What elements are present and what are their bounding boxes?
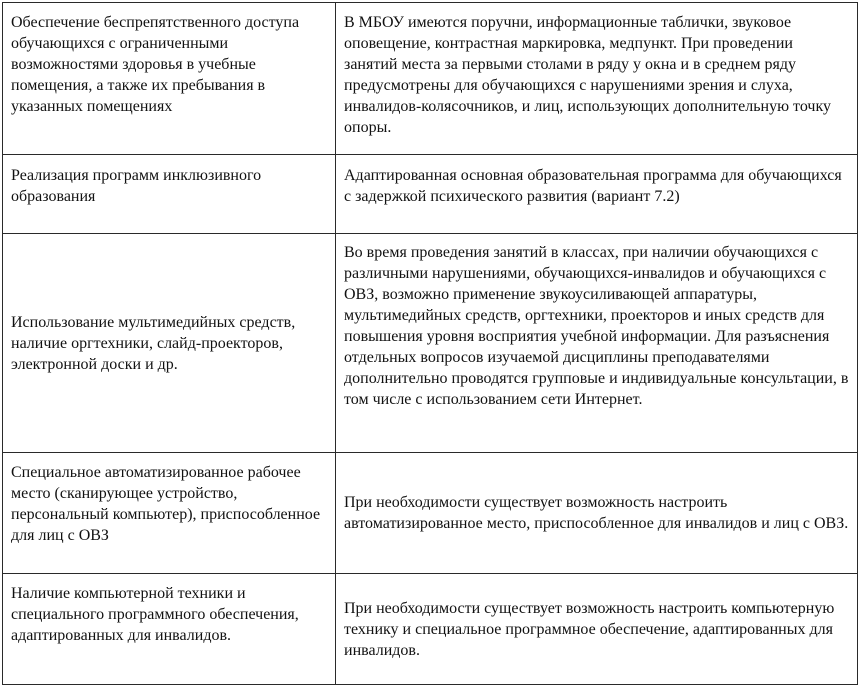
table-cell-description: При необходимости существует возможность настроить автоматизированное место, приспособленное для инвалидов и лиц с ОВЗ. [336, 453, 858, 574]
table-cell-criterion: Использование мультимедийных средств, наличие оргтехники, слайд-проекторов, электронной доски и др. [3, 234, 336, 453]
table-cell-criterion: Специальное автоматизированное рабочее место (сканирующее устройство, персональный компьютер), приспособленное для лиц с ОВЗ [3, 453, 336, 574]
table-cell-description: В МБОУ имеются поручни, информационные таблички, звуковое оповещение, контрастная маркировка, медпункт. При проведении занятий места за первыми столами в ряду у окна и в среднем ряду предусмотрены для обучающихся с нарушениями зрения и слуха, инвалидов-колясочников, и лиц, использующих дополнительную точку опоры. [336, 3, 858, 155]
table-cell-description: Адаптированная основная образовательная программа для обучающихся с задержкой психического развития (вариант 7.2) [336, 155, 858, 234]
table-row [3, 155, 858, 234]
accessibility-table [2, 2, 858, 685]
table-row [3, 3, 858, 155]
table-cell-criterion: Наличие компьютерной техники и специального программного обеспечения, адаптированных для инвалидов. [3, 574, 336, 685]
table-cell-criterion: Реализация программ инклюзивного образования [3, 155, 336, 234]
table-cell-description: Во время проведения занятий в классах, при наличии обучающихся с различными нарушениями, обучающихся-инвалидов и обучающихся с ОВЗ, возможно применение звукоусиливающей аппаратуры, мультимедийных средств, оргтехники, проекторов и иных средств для повышения уровня восприятия учебной информации. Для разъяснения отдельных вопросов изучаемой дисциплины преподавателями дополнительно проводятся групповые и индивидуальные консультации, в том числе с использованием сети Интернет. [336, 234, 858, 453]
table-row [3, 453, 858, 574]
table-row [3, 574, 858, 685]
table-cell-description: При необходимости существует возможность настроить компьютерную технику и специальное программное обеспечение, адаптированных для инвалидов. [336, 574, 858, 685]
table-cell-criterion: Обеспечение беспрепятственного доступа обучающихся с ограниченными возможностями здоровья в учебные помещения, а также их пребывания в указанных помещениях [3, 3, 336, 155]
table-row [3, 234, 858, 453]
